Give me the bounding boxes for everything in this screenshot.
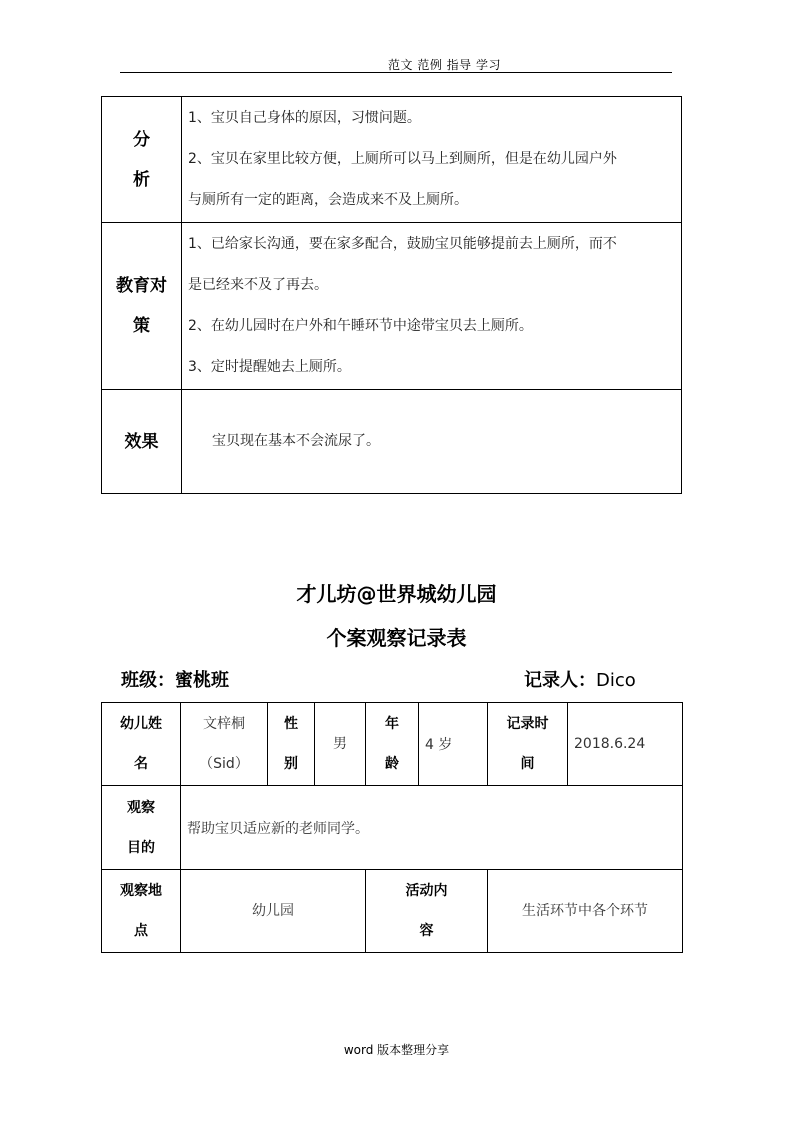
effect-content: 宝贝现在基本不会流尿了。	[182, 390, 682, 494]
analysis-table	[101, 96, 682, 494]
analysis-label-line-1: 分	[133, 129, 150, 150]
education-line-4: 3、定时提醒她去上厕所。	[188, 359, 351, 375]
page-footer: word 版本整理分享	[343, 1043, 450, 1057]
analysis-content	[182, 97, 682, 223]
school-title: 才儿坊@世界城幼儿园	[296, 582, 497, 606]
record-time-label-line-2: 间	[520, 756, 535, 772]
education-label	[102, 223, 182, 390]
child-name-label-line-2: 名	[134, 756, 148, 772]
purpose-label	[102, 786, 181, 870]
place-label-line-2: 点	[134, 923, 148, 939]
age-label-line-2: 龄	[385, 756, 399, 772]
recorder-label: 记录人：	[524, 670, 596, 691]
age-value: 4 岁	[419, 703, 488, 786]
gender-value: 男	[315, 703, 366, 786]
record-time-label	[488, 703, 568, 786]
analysis-line-3: 与厕所有一定的距离，会造成来不及上厕所。	[188, 192, 468, 208]
education-line-2: 是已经来不及了再去。	[188, 277, 328, 293]
analysis-label	[102, 97, 182, 223]
purpose-value: 帮助宝贝适应新的老师同学。	[181, 786, 683, 870]
age-label-line-1: 年	[385, 716, 399, 732]
place-label-line-1: 观察地	[120, 883, 162, 899]
recorder-value: Dico	[596, 670, 636, 691]
gender-label	[268, 703, 315, 786]
recorder-info	[524, 666, 636, 692]
analysis-label-line-2: 析	[133, 169, 150, 190]
record-time-label-line-1: 记录时	[506, 716, 549, 732]
gender-label-line-1: 性	[284, 716, 298, 732]
gender-label-line-2: 别	[284, 756, 298, 772]
class-label: 班级：	[121, 670, 175, 691]
child-name-label-line-1: 幼儿姓	[120, 716, 162, 732]
analysis-line-1: 1、宝贝自己身体的原因，习惯问题。	[188, 110, 421, 126]
education-line-1: 1、已给家长沟通，要在家多配合，鼓励宝贝能够提前去上厕所，而不	[188, 236, 617, 252]
page-header: 范文 范例 指导 学习	[388, 58, 501, 72]
analysis-line-2: 2、宝贝在家里比较方便，上厕所可以马上到厕所，但是在幼儿园户外	[188, 151, 617, 167]
form-title: 个案观察记录表	[326, 626, 467, 650]
education-label-line-2: 策	[133, 316, 150, 336]
age-label	[366, 703, 419, 786]
child-name-line-2: （Sid）	[199, 756, 249, 772]
effect-label: 效果	[102, 390, 182, 494]
activity-label-line-1: 活动内	[405, 883, 448, 899]
child-name-label	[102, 703, 181, 786]
record-table	[101, 702, 683, 953]
education-content	[182, 223, 682, 390]
place-value: 幼儿园	[181, 870, 366, 953]
education-line-3: 2、在幼儿园时在户外和午睡环节中途带宝贝去上厕所。	[188, 318, 533, 334]
class-value: 蜜桃班	[175, 670, 229, 691]
header-rule	[120, 72, 672, 73]
child-name-line-1: 文梓桐	[203, 716, 245, 732]
activity-label	[366, 870, 488, 953]
purpose-label-line-1: 观察	[127, 799, 155, 816]
activity-label-line-2: 容	[419, 923, 434, 939]
child-name-value	[181, 703, 268, 786]
purpose-label-line-2: 目的	[127, 839, 155, 856]
activity-value: 生活环节中各个环节	[488, 870, 683, 953]
record-time-value: 2018.6.24	[568, 703, 683, 786]
place-label	[102, 870, 181, 953]
education-label-line-1: 教育对	[116, 276, 167, 296]
class-info	[121, 666, 229, 692]
